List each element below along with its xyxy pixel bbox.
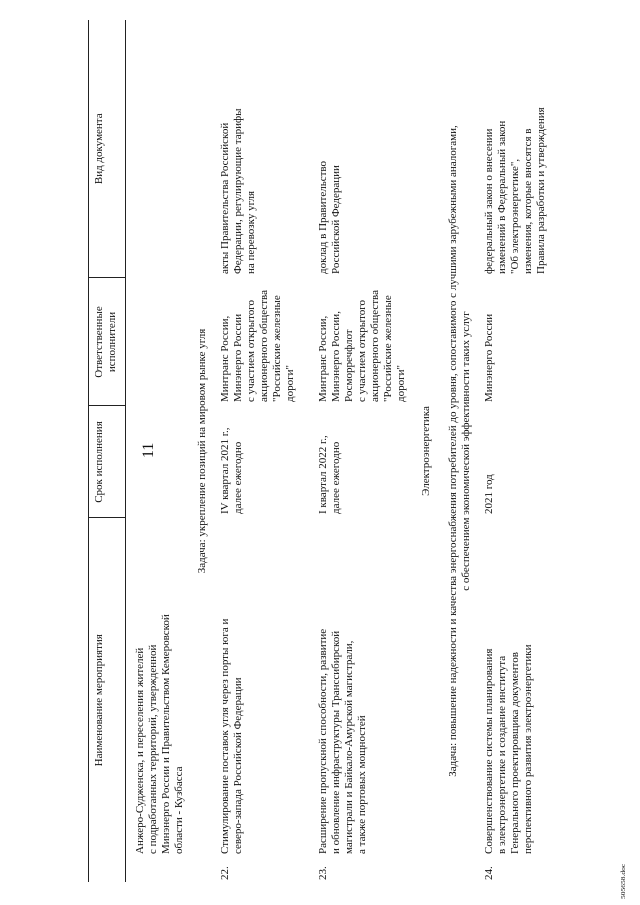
document-type: акты Правительства Российской Федерации, регулирующие тарифы на перевозку угля [219, 108, 257, 274]
document-code: 505658.doc [618, 863, 627, 899]
table-row [481, 20, 550, 882]
page-number: 11 [140, 442, 157, 458]
table-row [217, 20, 299, 882]
table-header-row [89, 20, 126, 882]
section-row [410, 20, 445, 882]
measure-name: Стимулирование поставок угля через порты юга и северо-запада Российской Федерации [219, 618, 244, 854]
task-row [188, 20, 217, 882]
row-number: 22. [219, 866, 231, 880]
row-number: 23. [317, 866, 329, 880]
executors: Минтранс России, Минэнерго России, Росморречфлот с участием открытого акционерного общества "Российские железные дороги" [317, 290, 407, 402]
task-heading: Задача: укрепление позиций на мировом рынке угля [196, 328, 208, 574]
document-type: доклад в Правительство Российской Федерации [317, 160, 342, 274]
deadline: IV квартал 2021 г., далее ежегодно [219, 427, 244, 514]
header-measure-name: Наименование мероприятия [89, 518, 126, 882]
continuation-text: Анжеро-Судженска, и переселения жителей с подработанных территорий, утвержденной Минэнерго России и Правительством Кемеровской области - Кузбасса [134, 614, 185, 854]
deadline: I квартал 2022 г., далее ежегодно [317, 435, 342, 514]
task-row [445, 20, 481, 882]
measures-table [88, 20, 550, 882]
executors: Минтранс России, Минэнерго России с участием открытого акционерного общества "Российские железные дороги" [219, 290, 296, 402]
measure-name: Совершенствование системы планирования в электроэнергетике и создание института Генерального проектировщика документов перспективного развития электроэнергетики [483, 644, 534, 854]
table-row [315, 20, 410, 882]
section-heading: Электроэнергетика [420, 406, 432, 496]
deadline: 2021 год [483, 474, 495, 514]
header-executors: Ответственные исполнители [89, 278, 126, 406]
executors: Минэнерго России [483, 313, 495, 402]
header-deadline: Срок исполнения [89, 406, 126, 518]
header-document-type: Вид документа [89, 20, 126, 278]
document-type: федеральный закон о внесении изменений в Федеральный закон "Об электроэнергетике", изменения, которые вносятся в Правила разработки и утверждения [483, 107, 547, 274]
measure-name: Расширение пропускной способности, развитие и обновление инфраструктуры Транссибирской магистрали и Байкало-Амурской магистрали, а также портовых мощностей [317, 628, 368, 854]
row-number: 24. [483, 866, 495, 880]
task-heading: Задача: повышение надежности и качества энергоснабжения потребителей до уровня, сопоставимого с лучшими зарубежными аналогами, с обеспечением экономической эффективности таких услуг [447, 125, 472, 777]
continuation-row [126, 20, 189, 882]
